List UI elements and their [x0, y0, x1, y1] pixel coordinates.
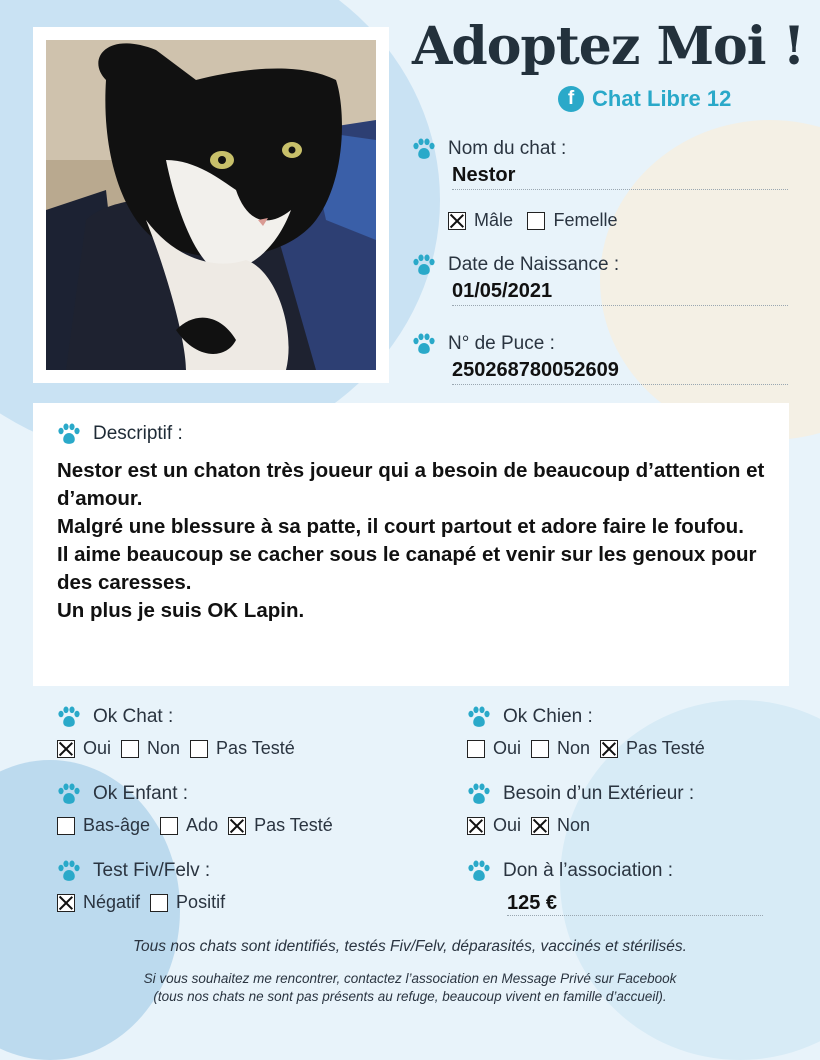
paw-icon	[57, 860, 81, 882]
checkbox-non[interactable]	[531, 738, 590, 759]
checkbox-label: Mâle	[474, 210, 514, 230]
checkbox-box[interactable]	[121, 740, 139, 758]
checkbox-box[interactable]	[467, 817, 485, 835]
checkbox-box[interactable]	[531, 740, 549, 758]
facebook-icon: f	[558, 86, 584, 112]
checkbox-pas-teste[interactable]	[228, 815, 333, 836]
paw-icon	[57, 706, 81, 728]
field-naissance	[412, 254, 788, 306]
footer-line: Si vous souhaitez me rencontrer, contactez l’association en Message Privé sur Facebook	[143, 971, 677, 986]
checkbox-oui[interactable]	[467, 738, 521, 759]
checkbox-label: Ado	[186, 815, 219, 835]
page-title: Adoptez Moi !	[412, 16, 805, 77]
paw-icon	[57, 423, 81, 445]
field-nom	[412, 138, 788, 190]
checkbox-negatif[interactable]	[57, 892, 140, 913]
cat-photo	[46, 40, 376, 370]
group-label: Ok Chien :	[503, 706, 593, 727]
checkbox-label: Bas-âge	[83, 815, 151, 835]
field-label: N° de Puce :	[448, 333, 555, 354]
ok-enfant-group	[57, 783, 343, 836]
checkbox-male[interactable]	[448, 210, 513, 231]
checkbox-label: Femelle	[553, 210, 618, 230]
paw-icon	[467, 706, 491, 728]
ok-chat-group	[57, 706, 305, 759]
checkbox-non[interactable]	[121, 738, 180, 759]
description-line: Il aime beaucoup se cacher sous le canapé et venir sur les genoux pour des caresses.	[57, 543, 757, 594]
footer-note: Tous nos chats sont identifiés, testés Fiv/Felv, déparasités, vaccinés et stérilisés.	[133, 938, 687, 955]
description-line: Nestor est un chaton très joueur qui a besoin de beaucoup d’attention et d’amour.	[57, 459, 765, 510]
checkbox-box[interactable]	[467, 740, 485, 758]
field-value: 250268780052609	[452, 359, 788, 385]
checkbox-label: Non	[147, 738, 181, 758]
field-label: Date de Naissance :	[448, 254, 620, 275]
checkbox-label: Négatif	[83, 892, 141, 912]
checkbox-label: Pas Testé	[626, 738, 705, 758]
checkbox-box[interactable]	[600, 740, 618, 758]
group-label: Don à l’association :	[503, 860, 674, 881]
checkbox-box[interactable]	[228, 817, 246, 835]
checkbox-non[interactable]	[531, 815, 590, 836]
checkbox-box[interactable]	[160, 817, 178, 835]
checkbox-pas-teste[interactable]	[600, 738, 705, 759]
checkbox-positif[interactable]	[150, 892, 225, 913]
description-line: Malgré une blessure à sa patte, il court partout et adore faire le foufou.	[57, 515, 744, 538]
checkbox-label: Non	[557, 738, 591, 758]
exterieur-group	[467, 783, 694, 836]
paw-icon	[412, 254, 436, 276]
field-value: 01/05/2021	[452, 280, 788, 306]
checkbox-box[interactable]	[150, 894, 168, 912]
paw-icon	[412, 333, 436, 355]
checkbox-box[interactable]	[57, 817, 75, 835]
checkbox-box[interactable]	[531, 817, 549, 835]
checkbox-box[interactable]	[448, 212, 466, 230]
footer-contact	[0, 970, 820, 1006]
checkbox-label: Non	[557, 815, 591, 835]
checkbox-pas-teste[interactable]	[190, 738, 295, 759]
group-label: Ok Enfant :	[93, 783, 189, 804]
footer-line: (tous nos chats ne sont pas présents au refuge, beaucoup vivent en famille d’accueil).	[153, 989, 667, 1004]
field-puce	[412, 333, 788, 385]
don-group	[467, 860, 763, 916]
paw-icon	[467, 783, 491, 805]
checkbox-box[interactable]	[527, 212, 545, 230]
test-fiv-group	[57, 860, 235, 913]
checkbox-box[interactable]	[57, 894, 75, 912]
ok-chien-group	[467, 706, 715, 759]
checkbox-label: Positif	[176, 892, 226, 912]
paw-icon	[412, 138, 436, 160]
field-label: Nom du chat :	[448, 138, 567, 159]
description-panel	[33, 403, 789, 686]
don-value: 125 €	[507, 892, 763, 916]
checkbox-box[interactable]	[57, 740, 75, 758]
checkbox-label: Oui	[83, 738, 112, 758]
facebook-link[interactable]	[558, 86, 731, 112]
checkbox-box[interactable]	[190, 740, 208, 758]
checkbox-oui[interactable]	[467, 815, 521, 836]
description-line: Un plus je suis OK Lapin.	[57, 599, 305, 622]
paw-icon	[57, 783, 81, 805]
checkbox-label: Pas Testé	[254, 815, 333, 835]
sexe-options	[448, 210, 820, 235]
field-value: Nestor	[452, 164, 788, 190]
group-label: Test Fiv/Felv :	[93, 860, 211, 881]
checkbox-label: Oui	[493, 815, 522, 835]
cat-photo-frame	[33, 27, 389, 383]
group-label: Besoin d’un Extérieur :	[503, 783, 695, 804]
group-label: Ok Chat :	[93, 706, 174, 727]
paw-icon	[467, 860, 491, 882]
checkbox-oui[interactable]	[57, 738, 111, 759]
description-text	[57, 457, 777, 625]
facebook-page-name: Chat Libre 12	[592, 86, 732, 111]
checkbox-ado[interactable]	[160, 815, 218, 836]
description-label: Descriptif :	[93, 423, 183, 444]
checkbox-femelle[interactable]	[527, 210, 617, 231]
checkbox-bas-age[interactable]	[57, 815, 150, 836]
checkbox-label: Oui	[493, 738, 522, 758]
checkbox-label: Pas Testé	[216, 738, 295, 758]
